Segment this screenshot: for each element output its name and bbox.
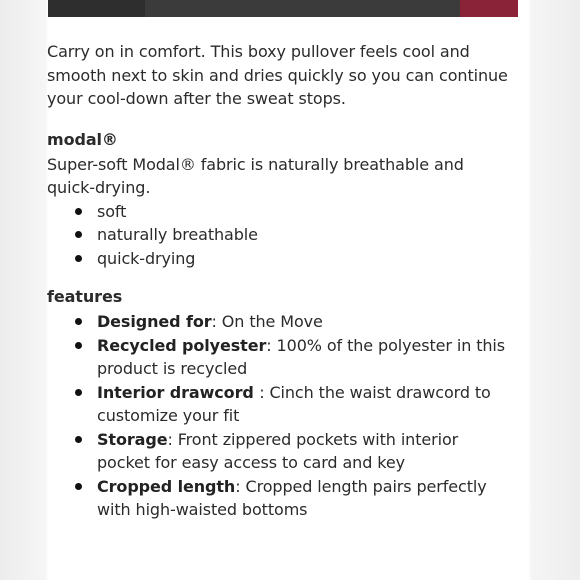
feature-text: : On the Move — [211, 312, 323, 331]
modal-heading: modal® — [47, 129, 118, 149]
modal-section — [47, 128, 512, 271]
bullet-icon — [75, 483, 82, 490]
bullet-text: soft — [97, 201, 127, 221]
feature-label: Interior drawcord — [97, 382, 260, 402]
toolbar-accent-button[interactable] — [460, 0, 518, 17]
list-item — [47, 310, 512, 334]
features-section — [47, 285, 512, 522]
modal-description: Super-soft Modal® fabric is naturally breathable and quick-drying. — [47, 154, 464, 197]
bullet-icon — [75, 389, 82, 396]
feature-label: Designed for — [97, 312, 212, 331]
list-item — [47, 381, 512, 428]
feature-text: : Cinch the waist drawcord to customize your fit — [97, 382, 491, 425]
bullet-icon — [75, 208, 82, 215]
list-item — [47, 200, 512, 224]
feature-text: : Cropped length pairs perfectly with high-waisted bottoms — [97, 476, 487, 519]
intro-paragraph: Carry on in comfort. This boxy pullover feels cool and smooth next to skin and dries quickly so you can continue your cool-down after the sweat stops. — [47, 42, 508, 108]
bullet-icon — [75, 342, 82, 349]
bullet-icon — [75, 231, 82, 238]
feature-label: Storage — [97, 429, 168, 449]
list-item — [47, 247, 512, 271]
feature-text: : Front zippered pockets with interior pocket for easy access to card and key — [97, 429, 459, 472]
description-content — [47, 40, 512, 522]
list-item — [47, 334, 512, 381]
list-item — [47, 475, 512, 522]
bullet-text: naturally breathable — [97, 225, 258, 244]
top-toolbar — [48, 0, 518, 17]
bullet-icon — [75, 436, 82, 443]
feature-label: Cropped length — [97, 476, 236, 496]
feature-text: : 100% of the polyester in this product is recycled — [97, 335, 506, 378]
list-item — [47, 223, 512, 247]
features-list — [47, 310, 512, 522]
list-item — [47, 428, 512, 475]
bullet-text: quick-drying — [97, 248, 196, 268]
bullet-icon — [75, 255, 82, 262]
features-heading: features — [47, 287, 123, 306]
toolbar-left-segment[interactable] — [48, 0, 145, 17]
modal-bullet-list — [47, 200, 512, 271]
bullet-icon — [75, 318, 82, 325]
feature-label: Recycled polyester — [97, 335, 267, 355]
